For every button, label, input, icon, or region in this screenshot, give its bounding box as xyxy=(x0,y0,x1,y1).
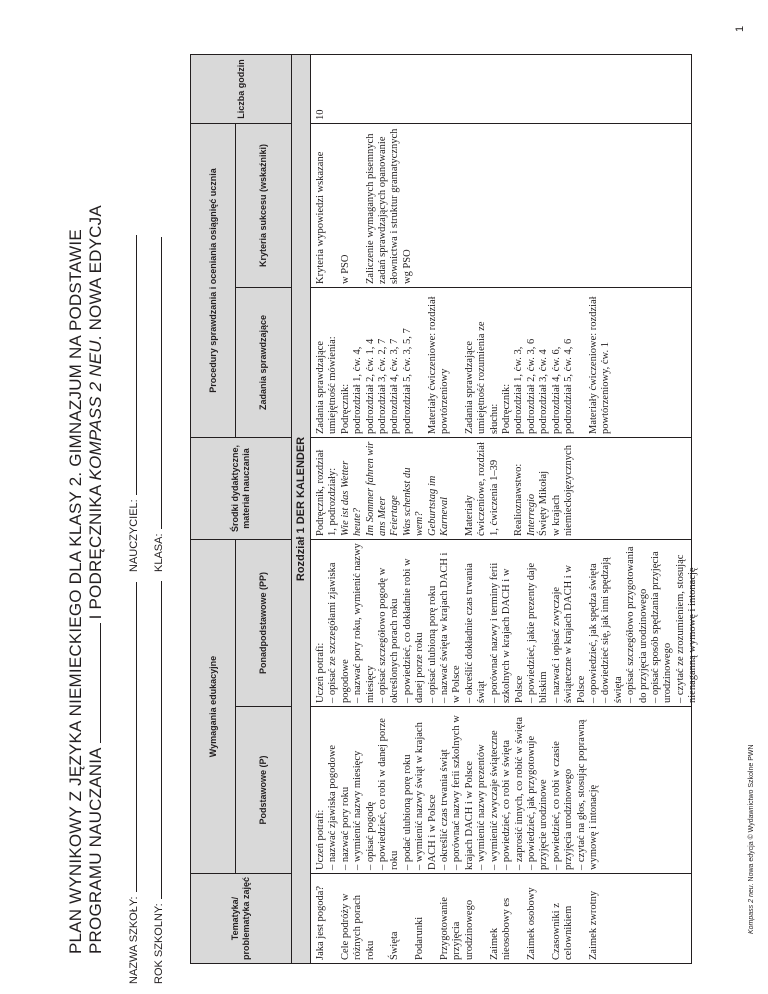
class-field xyxy=(151,237,165,572)
header-tasks: Zadania sprawdzające xyxy=(236,287,292,437)
title-line-2 xyxy=(86,205,106,954)
task-item: podrozdział 2, ćw. 3, 6 xyxy=(525,338,537,434)
topic-item: Zaimek zwrotny xyxy=(587,890,599,960)
means-textbook: Podręcznik, rozdział 1, podrozdziały: xyxy=(315,449,339,536)
topic-item: Podarunki xyxy=(414,916,426,960)
basic-item: – podać ulubioną porę roku xyxy=(401,754,413,870)
task-item: Podręcznik: xyxy=(339,383,351,434)
tasks-column xyxy=(311,287,691,437)
school-year-line[interactable] xyxy=(151,581,162,899)
title-blank xyxy=(87,623,101,743)
header-means: Środki dydaktyczne, materiał nauczania xyxy=(191,437,292,539)
topic-item: Zaimek osobowy xyxy=(525,887,537,960)
extended-requirements-column xyxy=(311,539,699,706)
task-item: podrozdział 2, ćw. 1, 4 xyxy=(364,338,376,434)
basic-requirements-column xyxy=(311,706,691,873)
teacher-label: NAUCZYCIEL: xyxy=(128,499,140,572)
footer-credit xyxy=(748,744,755,934)
task-item: podrozdział 3, ćw. 4 xyxy=(538,349,550,434)
means-subchapter: Feiertage xyxy=(389,495,401,536)
topic-item: Przygotowanie przyjęcia urodzinowego xyxy=(439,897,475,960)
basic-item: – powiedzieć, co robi w czasie przyjęcia urodzinowego xyxy=(550,741,575,870)
chapter-row: Rozdział 1 DER KALENDER xyxy=(292,55,311,963)
title-book-name: KOMPASS 2 NEU xyxy=(86,340,105,481)
task-item: podrozdział 5, ćw. 4, 6 xyxy=(563,338,575,434)
task-item: podrozdział 5, ćw. 3, 5, 7 xyxy=(401,328,413,434)
topic-item: Święta xyxy=(389,931,401,960)
school-year-label: ROK SZKOLNY: xyxy=(153,903,165,984)
header-criteria: Kryteria sukcesu (wskaźniki) xyxy=(236,123,292,287)
task-item: Materiały ćwiczeniowe: rozdział powtórzeniowy, ćw. 1 xyxy=(587,296,612,434)
extended-item: Uczeń potrafi: xyxy=(315,642,326,703)
topics-column xyxy=(311,873,691,963)
task-item: podrozdział 4, ćw. 3, 7 xyxy=(389,338,401,434)
extended-item: – opisać szczegółowo pogodę w określonych porach roku xyxy=(377,567,401,703)
title-edition: . NOWA EDYCJA xyxy=(86,205,105,341)
basic-item: – powiedzieć, co robi w danej porze roku xyxy=(377,718,401,870)
basic-item: – opisać pogodę xyxy=(364,801,376,870)
basic-item: – wymienić nazwy prezentów xyxy=(476,744,488,870)
basic-item: – powiedzieć, jak przygotowuje przyjęcie urodzinowe xyxy=(525,735,550,870)
extended-item: – opisać ulubioną porę roku xyxy=(426,585,438,703)
title-line-1: PLAN WYNIKOWY Z JĘZYKA NIEMIECKIEGO DLA KLASY 2. GIMNAZJUM NA PODSTAWIE xyxy=(66,229,85,954)
basic-item: – wymienić zwyczaje świąteczne xyxy=(488,730,500,870)
means-workbook: Materiały ćwiczeniowe, rozdział 1, ćwiczenia 1–39 xyxy=(463,442,500,536)
teacher-line[interactable] xyxy=(126,235,137,495)
header-basic: Podstawowe (P) xyxy=(236,706,292,873)
teacher-field xyxy=(126,235,140,572)
basic-item: Uczeń potrafi: xyxy=(315,809,326,870)
basic-item: – wymienić nazwy miesięcy xyxy=(352,750,364,870)
title-handbook: I PODRĘCZNIKA xyxy=(86,485,105,620)
means-culture-note: w krajach niemieckojęzycznych xyxy=(550,445,575,536)
extended-item: – opisać ze szczegółami zjawiska pogodowe xyxy=(327,562,351,703)
plan-table xyxy=(190,54,699,964)
extended-item: – określić dokładnie czas trwania świąt xyxy=(463,563,488,703)
hours-column xyxy=(311,55,691,123)
header-hours: Liczba godzin xyxy=(191,55,292,123)
means-column xyxy=(311,437,691,539)
extended-item: – czytać ze zrozumieniem, stosując nienaganną wymowę i intonację xyxy=(674,554,699,703)
task-item: Podręcznik: xyxy=(501,383,513,434)
school-year-field xyxy=(151,581,165,984)
extended-item: – opisać sposób spędzania przyjęcia urodzinowego xyxy=(649,551,674,703)
means-subchapter: Was schenkst du wem? xyxy=(401,467,426,536)
extended-item: – porównać nazwy i terminy ferii szkolnych w krajach DACH i w Polsce xyxy=(488,562,525,703)
header-extended: Ponadpodstawowe (PP) xyxy=(236,539,292,706)
school-name-label: NAZWA SZKOŁY: xyxy=(128,896,140,984)
topic-item: Jaka jest pogoda? xyxy=(315,885,326,960)
footer-publisher: . Nowa edycja © Wydawnictwo Szkolne PWN xyxy=(748,744,755,886)
basic-item: – porównać nazwy ferii szkolnych w krajach DACH i w Polsce xyxy=(451,715,475,870)
means-culture-item: Święty Mikołaj xyxy=(538,470,550,536)
extended-item: – powiedzieć, jakie prezenty daje bliskim xyxy=(525,562,550,703)
extended-item: – nazwać i opisać zwyczaje świąteczne w krajach DACH i w Polsce xyxy=(550,565,587,703)
topic-item: Czasowniki z celownikiem xyxy=(550,903,575,960)
basic-item: – nazwać pory roku xyxy=(339,786,351,870)
school-name-field xyxy=(126,582,140,984)
school-name-line[interactable] xyxy=(126,582,137,892)
topic-item: Zaimek nieosobowy es xyxy=(488,897,513,960)
topic-item: Cele podróży w różnych porach roku xyxy=(339,893,376,960)
means-subchapter: Im Sommer fahren wir ans Meer xyxy=(364,441,389,536)
extended-item: – opisać szczegółowo przygotowania do przyjęcia urodzinowego xyxy=(625,546,649,703)
extended-item: – nazwać pory roku, wymienić nazwy miesięcy xyxy=(352,543,376,703)
header-requirements: Wymagania edukacyjne xyxy=(191,539,236,873)
criteria-item: Zaliczenie wymaganych pisemnych zadań sprawdzających opanowanie słownictwa i struktur gramatycznych wg PSO xyxy=(364,128,413,284)
extended-item: – dowiedzieć się, jak inni spędzają święta xyxy=(600,557,624,703)
means-culture: Realioznawstwo: xyxy=(513,463,525,536)
document-title xyxy=(66,205,106,954)
page-number: 1 xyxy=(734,25,746,32)
extended-item: – powiedzieć, co dokładnie robi w danej porze roku xyxy=(401,558,426,703)
task-item: podrozdział 3, ćw. 2, 7 xyxy=(377,338,389,434)
criteria-item: Kryteria wypowiedzi wskazane xyxy=(315,151,326,284)
extended-item: – nazwać święta w krajach DACH i w Polsce xyxy=(439,552,463,703)
class-line[interactable] xyxy=(151,237,162,529)
class-label: KLASA: xyxy=(153,533,165,572)
task-item: Zadania sprawdzające umiejętność rozumienia ze słuchu: xyxy=(463,321,500,434)
means-subchapter: Geburtstag im Karneval xyxy=(426,475,451,536)
task-item: podrozdział 1, ćw. 3, xyxy=(513,346,525,434)
task-item: podrozdział 1, ćw. 4, xyxy=(352,346,364,434)
footer-book-name: Kompass 2 neu xyxy=(748,885,755,934)
means-subchapter: Wie ist das Wetter heute? xyxy=(339,460,364,536)
hours-value: 10 xyxy=(315,109,326,120)
means-culture-item: Interregio xyxy=(525,493,537,536)
basic-item: – powiedzieć, co robi w święta xyxy=(501,739,513,870)
header-procedures: Procedury sprawdzania i oceniania osiągnięć ucznia xyxy=(191,123,236,437)
header-topic: Tematyka/ problematyka zajęć xyxy=(191,873,292,963)
extended-item: – opowiedzieć, jak spędza święta xyxy=(587,563,599,703)
basic-item: – czytać na głos, stosując poprawną wymowę i intonację xyxy=(575,719,599,870)
task-item: Zadania sprawdzające umiejętność mówienia: xyxy=(315,336,339,434)
task-item: podrozdział 4, ćw. 6, xyxy=(550,346,562,434)
basic-item: – wymienić nazwy świąt w krajach DACH i w Polsce xyxy=(414,722,438,870)
basic-item: – zaprosić innych, co robić w święta xyxy=(513,716,525,870)
criteria-item: w PSO xyxy=(339,254,351,284)
criteria-column xyxy=(311,123,691,287)
basic-item: – określić czas trwania świąt xyxy=(439,749,451,870)
basic-item: – nazwać zjawiska pogodowe xyxy=(327,744,339,870)
title-program: PROGRAMU NAUCZANIA xyxy=(86,747,105,954)
task-item: Materiały ćwiczeniowe: rozdział powtórzeniowy xyxy=(426,296,451,434)
